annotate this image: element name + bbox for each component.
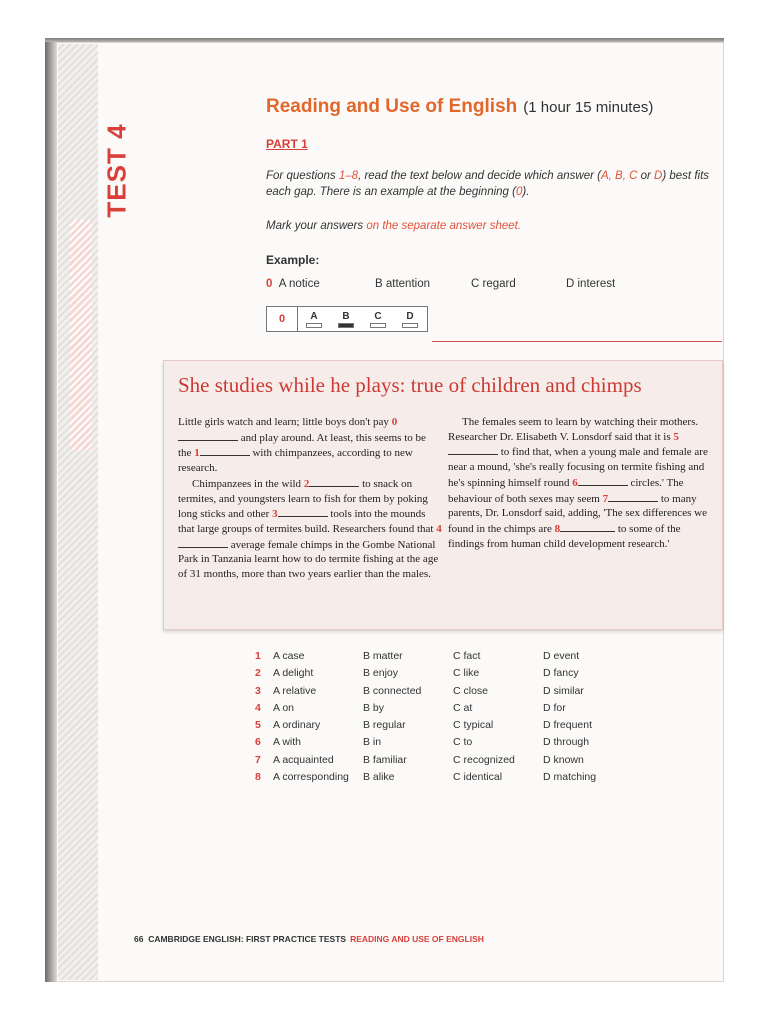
- example-label: Example:: [266, 253, 320, 267]
- gap-7: 7: [602, 492, 609, 505]
- example-option-c: C regard: [471, 278, 516, 290]
- example-option-d: D interest: [566, 278, 616, 290]
- gap-6: 6: [572, 476, 578, 489]
- section-divider: [432, 341, 722, 342]
- gap-3: 3: [272, 508, 278, 521]
- gap-1: 1: [194, 447, 200, 460]
- option-row: 8 A corresponding B alike C identical D matching: [255, 771, 597, 784]
- option-row: 2 A delight B enjoy C like D fancy: [255, 667, 579, 680]
- gap-4: 4: [436, 522, 442, 535]
- example-answer-box: [266, 306, 428, 332]
- answer-box-option-c: C: [362, 311, 394, 328]
- option-row: 4 A on B by C at D for: [255, 701, 566, 714]
- option-row: 3 A relative B connected C close D similar: [255, 684, 584, 697]
- option-row: 5 A ordinary B regular C typical D frequent: [255, 719, 593, 732]
- option-row: 6 A with B in C to D through: [255, 736, 590, 749]
- page-binding-shadow: [45, 42, 57, 982]
- passage-box: [163, 360, 723, 630]
- option-row: 1 A case B matter C fact D event: [255, 650, 580, 662]
- part-heading: PART 1: [266, 137, 308, 151]
- gap-8: 8: [554, 522, 561, 535]
- page-number: 66: [134, 934, 144, 944]
- section-name: READING AND USE OF ENGLISH: [350, 934, 484, 944]
- passage-column-left: Little girls watch and learn; little boys don't pay 0 and play around. At least, this seems to be the 1 with chimpanzees, according to new research. Chimpanzees in the wild 2 to snack on termites, and youngsters learn to fish for them by poking long sticks and other 3 tools into the mounds that large groups of termites build. Researchers found that 4 average female chimps in the Gombe National Park in Tanzania learnt how to do termite fishing at the age of 31 months, more than two years earlier than the males.: [178, 416, 442, 581]
- gap-0: 0: [391, 416, 398, 428]
- passage-column-right: The females seem to learn by watching their mothers. Researcher Dr. Elisabeth V. Lonsdorf said that it is 5 to find that, when a young male and female are near a mound, 'she's really focusing on termite fishing and he's spinning himself round 6 circles.' The behaviour of both sexes may seem 7 to many parents, Dr. Lonsdorf said, adding, 'The sex differences we found in the chimps are 8 to some of the findings from human child development research.': [448, 416, 708, 550]
- instructions: For questions 1–8, read the text below and decide which answer (A, B, C or D) best fits each gap. There is an example at the beginning (0).: [266, 170, 710, 198]
- page-title: Reading and Use of English (1 hour 15 minutes): [266, 96, 654, 117]
- duration: (1 hour 15 minutes): [523, 99, 654, 116]
- book-title: CAMBRIDGE ENGLISH: FIRST PRACTICE TESTS: [148, 934, 347, 944]
- page-footer: [134, 934, 484, 944]
- mark-instruction: Mark your answers on the separate answer sheet.: [266, 220, 522, 232]
- answer-box-option-d: D: [394, 311, 426, 328]
- gap-2: 2: [303, 477, 310, 490]
- answer-box-option-a: A: [298, 311, 330, 328]
- passage-title: She studies while he plays: true of children and chimps: [178, 373, 642, 397]
- gap-5: 5: [673, 430, 679, 443]
- answer-options: [255, 650, 615, 788]
- tab-markers: [70, 220, 92, 450]
- option-row: 7 A acquainted B familiar C recognized D known: [255, 753, 584, 766]
- example-option-a: 0 A notice: [266, 278, 320, 290]
- answer-box-option-b: B: [330, 311, 362, 328]
- spine-stripe: [58, 44, 98, 980]
- example-option-b: B attention: [375, 278, 430, 290]
- answer-box-number: 0: [267, 307, 298, 331]
- test-side-label: TEST 4: [101, 122, 132, 218]
